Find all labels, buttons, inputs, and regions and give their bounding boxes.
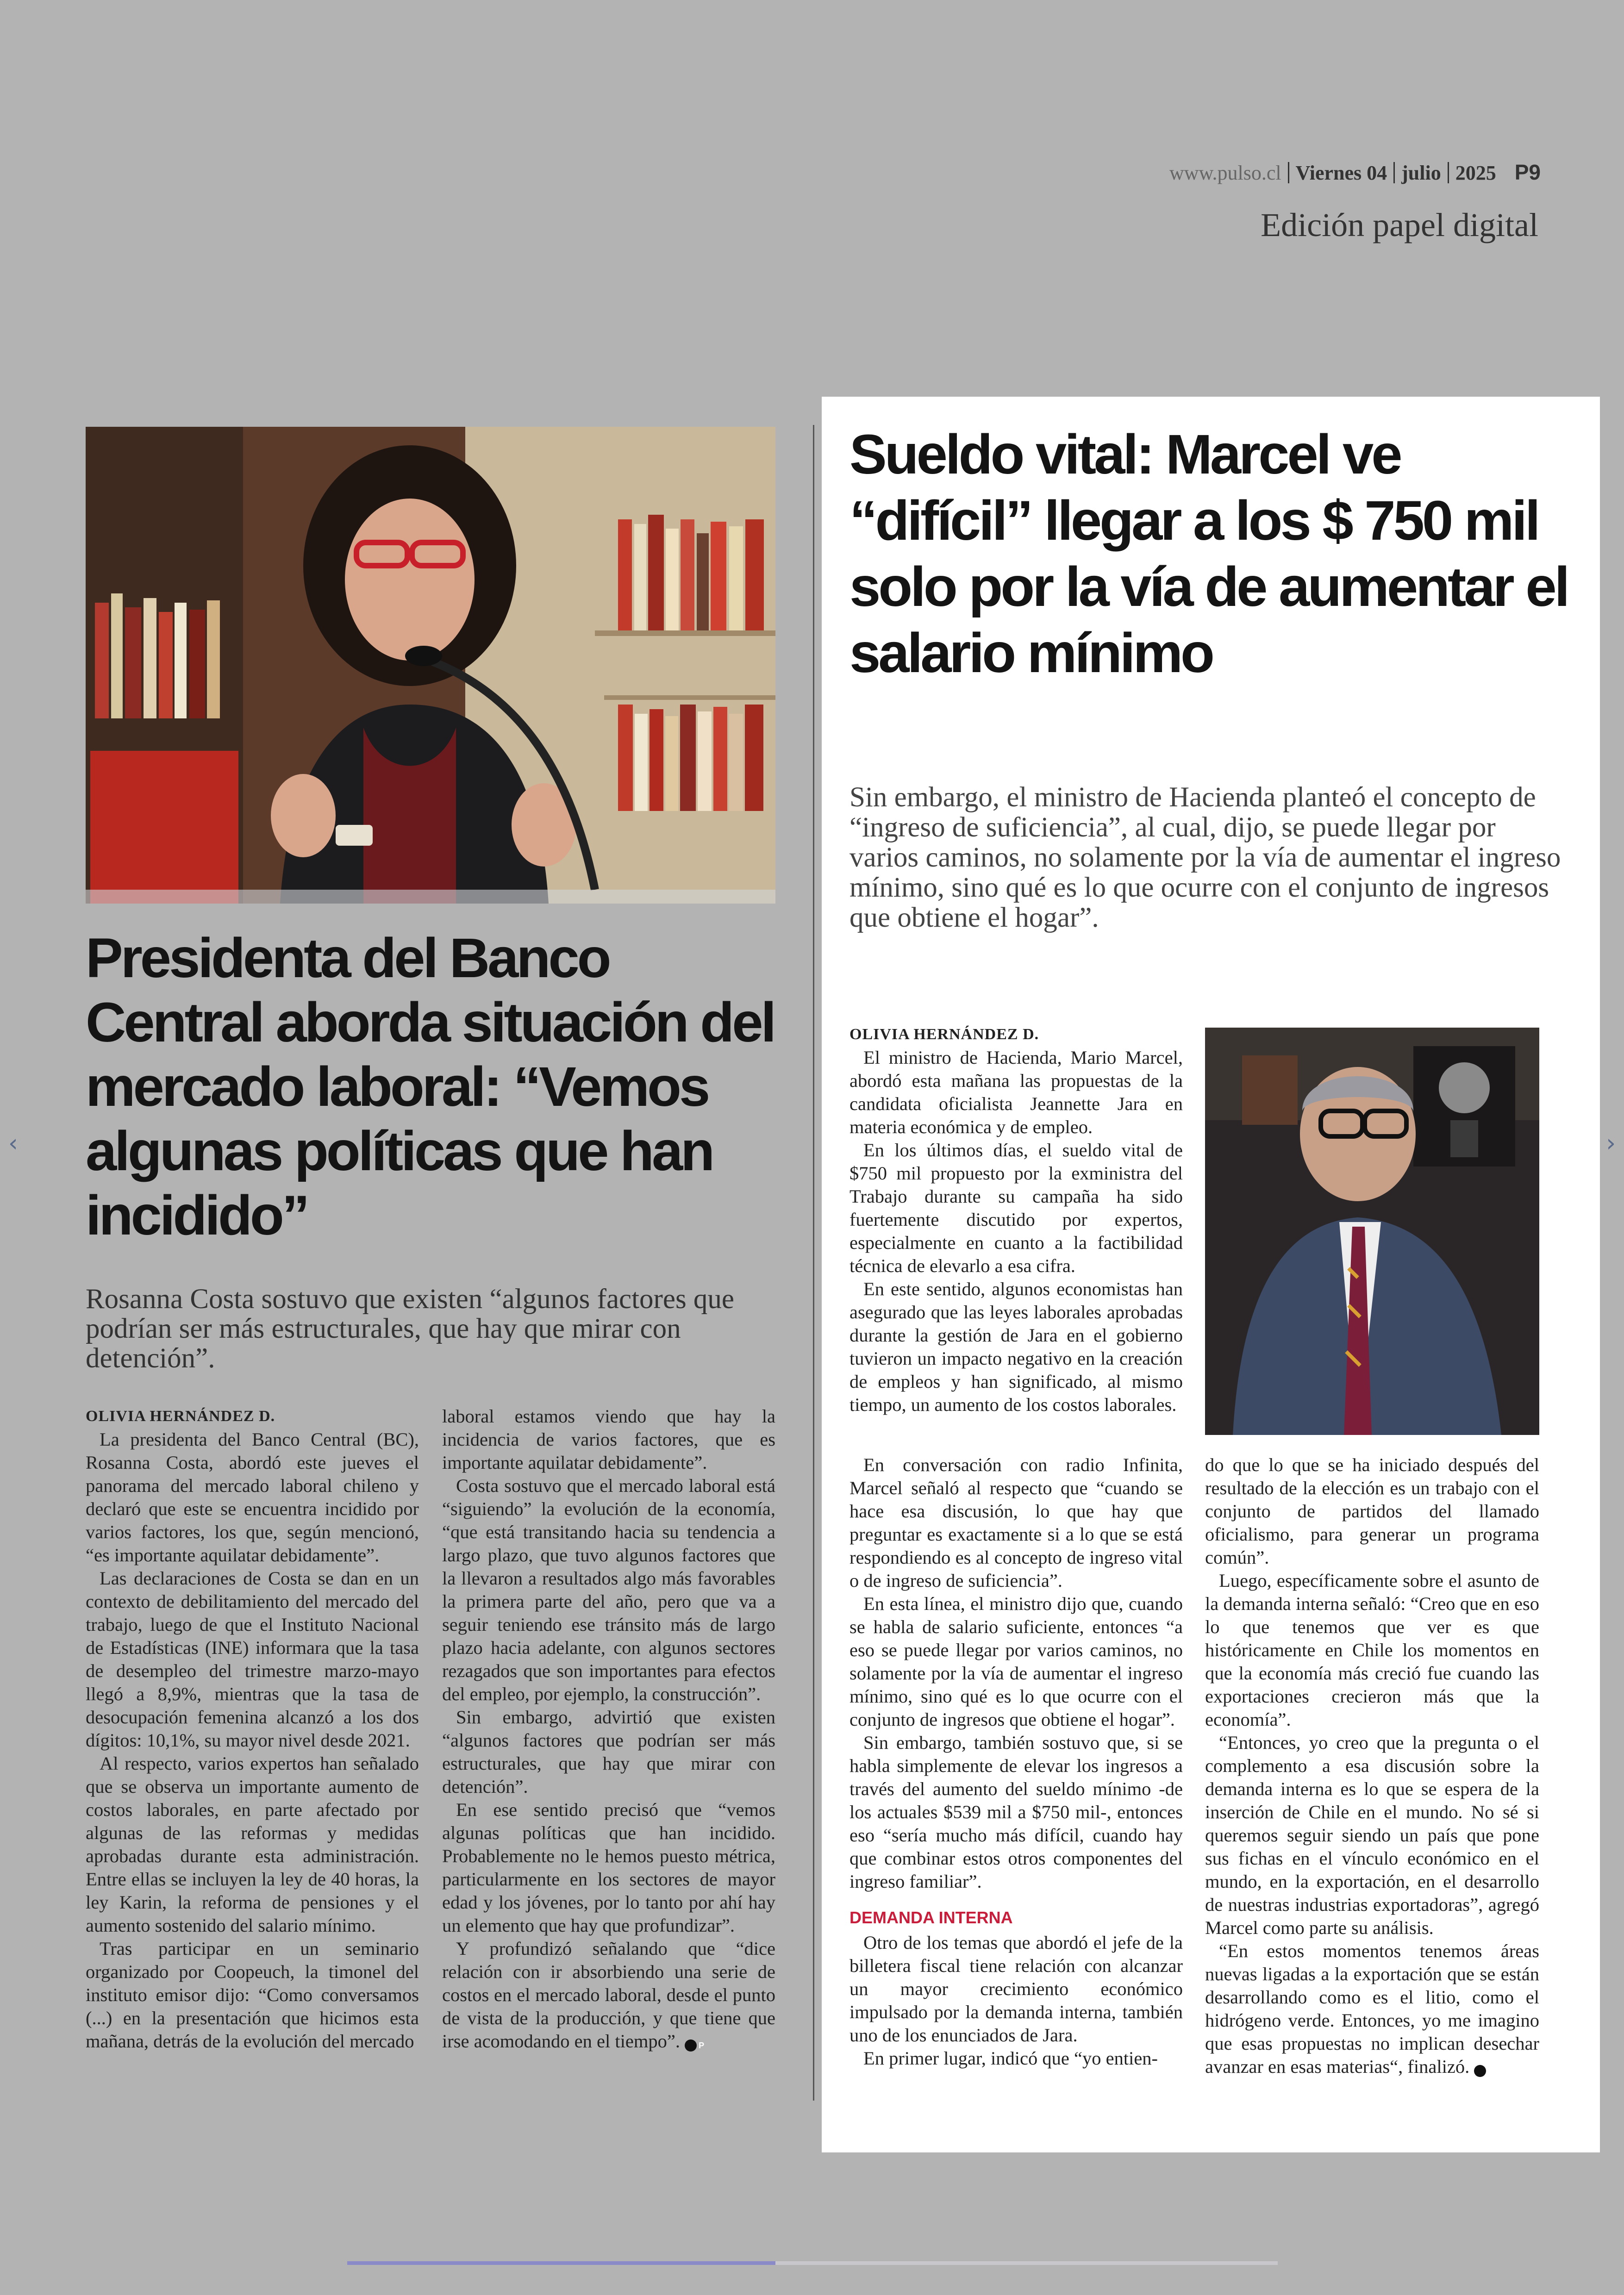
paragraph: Otro de los temas que abordó el jefe de la billetera fiscal tiene relación con alcanzar un mayor crecimiento económico impulsado por la demanda interna, también uno de los enunciados de Jara. [849, 1932, 1183, 2046]
paragraph [442, 1937, 775, 2053]
paragraph: Al respecto, varios expertos han señalado que se observa un importante aumento de costos laborales, en parte afectado por algunas de las reformas y medidas aprobadas durante esta administración. Entre ellas se incluyen la ley de 40 horas, la ley Karin, la reforma de pensiones y el aumento sostenido del salario mínimo. [86, 1753, 419, 1936]
mario-marcel-photo [1205, 1028, 1539, 1435]
paragraph: En conversación con radio Infinita, Marcel señaló al respecto que “cuando se hace esa discusión, lo que hay que preguntar es exactamente si a lo que se está respondiendo es al concepto de ingreso vital o de ingreso de suficiencia”. [849, 1454, 1183, 1591]
paragraph: laboral estamos viendo que hay la incidencia de varios factores, que es importante aquilatar debidamente”. [442, 1406, 775, 1473]
header-month: julio [1401, 162, 1441, 184]
section-heading: DEMANDA INTERNA [849, 1908, 1013, 1927]
paragraph: Sin embargo, también sostuvo que, si se habla simplemente de elevar los ingresos a través del aumento del sueldo mínimo -de los actuales $539 mil a $750 mil-, entonces eso “sería mucho más difícil, cuando hay que combinar estos otros componentes del ingreso familiar”. [849, 1732, 1183, 1892]
next-page-arrow-icon[interactable]: › [1606, 1129, 1616, 1157]
site-url: www.pulso.cl [1169, 162, 1281, 184]
paragraph: En los últimos días, el sueldo vital de $750 mil propuesto por la exministra del Trabajo durante su campaña ha sido fuertemente discutido por expertos, especialmente en cuanto a la factibilidad técnica de elevarlo a esa cifra. [849, 1140, 1183, 1276]
header-year: 2025 [1455, 162, 1496, 184]
edition-label: Edición papel digital [1261, 206, 1538, 243]
left-article-subtitle: Rosanna Costa sostuvo que existen “algunos factores que podrían ser más estructurales, que hay que mirar con detención”. [86, 1284, 735, 1374]
reading-progress-fill [347, 2261, 775, 2265]
right-article-column-1-top [849, 1023, 1183, 1416]
paragraph: En ese sentido precisó que “vemos algunas políticas que han incidido. Probablemente no le hemos puesto métrica, particularmente en los sectores de mayor edad y los jóvenes, por lo tanto por ahí hay un elemento que hay que profundizar”. [442, 1799, 775, 1936]
left-article-column-2 [442, 1405, 775, 2053]
right-article-subtitle: Sin embargo, el ministro de Hacienda planteó el concepto de “ingreso de suficiencia”, al cual, dijo, se puede llegar por varios caminos, no solamente por la vía de aumentar el ingreso mínimo, sino qué es lo que ocurre con el conjunto de ingresos que obtiene el hogar”. [849, 782, 1561, 933]
paragraph: La presidenta del Banco Central (BC), Rosanna Costa, abordó este jueves el panorama del mercado laboral chileno y declaró que este se encuentra incidido por varios factores, los que, según mencionó, “es importante aquilatar debidamente”. [86, 1429, 419, 1565]
left-article-column-1 [86, 1405, 419, 2053]
paragraph: Costa sostuvo que el mercado laboral está “siguiendo” la evolución de la economía, “que está transitando hacia su tendencia a largo plazo, que tuvo algunos factores que la llevaron a resultados algo más favorables la primera parte del año, pero que va a seguir teniendo ese tránsito más de largo plazo hacia adelante, con algunos sectores rezagados que son importantes para efectos del empleo, por ejemplo, la construcción”. [442, 1475, 775, 1704]
paragraph: Tras participar en un seminario organizado por Coopeuch, la timonel del instituto emisor dijo: “Como conversamos (...) en la presentación que hicimos esta mañana, detrás de la evolución del mercado [86, 1938, 419, 2052]
page-number: P9 [1514, 160, 1541, 184]
paragraph: El ministro de Hacienda, Mario Marcel, abordó esta mañana las propuestas de la candidata oficialista Jeannette Jara en materia económica y de empleo. [849, 1047, 1183, 1137]
paragraph-text: Y profundizó señalando que “dice relación con ir absorbiendo una serie de costos en el mercado laboral, desde el punto de vista de la producción, y que tiene que irse acomodando en el tiempo”. [442, 1938, 775, 2052]
column-divider [813, 425, 814, 2101]
paragraph: “Entonces, yo creo que la pregunta o el complemento a esa discusión sobre la demanda interna es lo que se espera de la inserción de Chile en el mundo. No sé si queremos seguir siendo un país que pone sus fichas en el vínculo económico en el mundo, en la exportación, en el desarrollo de nuestras industrias exportadoras”, agregó Marcel como parte su análisis. [1205, 1732, 1539, 1938]
prev-page-arrow-icon[interactable]: ‹ [8, 1129, 18, 1157]
paragraph: Luego, específicamente sobre el asunto de la demanda interna señaló: “Creo que en eso lo que tenemos que ver es que históricamente en Chile los momentos en que la economía más creció fue cuando las exportaciones crecieron más que la economía”. [1205, 1570, 1539, 1730]
paragraph: do que lo que se ha iniciado después del resultado de la elección es un trabajo con el conjunto de partidos del llamado oficialismo, para generar un programa común”. [1205, 1454, 1539, 1568]
header-separator [1393, 162, 1395, 183]
right-article-column-1-bottom [849, 1453, 1183, 2070]
header-separator [1288, 162, 1289, 183]
paragraph: En este sentido, algunos economistas han asegurado que las leyes laborales aprobadas durante la gestión de Jara en el gobierno tuvieron un impacto negativo en la creación de empleos y han significado, al mismo tiempo, un aumento de los costos laborales. [849, 1278, 1183, 1415]
paragraph: En esta línea, el ministro dijo que, cuando se habla de salario suficiente, entonces “a eso se puede llegar por varios caminos, no solamente por la vía de aumentar el ingreso mínimo, sino qué es lo que ocurre con el conjunto de ingresos que obtiene el hogar”. [849, 1593, 1183, 1730]
paragraph: En primer lugar, indicó que “yo entien- [863, 2048, 1158, 2069]
reading-progress-bar[interactable] [347, 2261, 1278, 2265]
left-article-headline: Presidenta del Banco Central aborda situación del mercado laboral: “Vemos algunas políticas que han incidido” [86, 926, 775, 1247]
header-day: Viernes 04 [1295, 162, 1387, 184]
right-article-column-2 [1205, 1453, 1539, 2078]
byline: OLIVIA HERNÁNDEZ D. [849, 1026, 1039, 1043]
right-article-headline: Sueldo vital: Marcel ve “difícil” llegar a los $ 750 mil solo por la vía de aumentar el salario mínimo [849, 423, 1568, 684]
paragraph [1205, 1940, 1539, 2078]
end-mark-icon: P [685, 2039, 697, 2052]
paragraph: Sin embargo, advirtió que existen “algunos factores que podrían ser más estructurales, que hay que mirar con detención”. [442, 1707, 775, 1797]
paragraph-text: “En estos momentos tenemos áreas nuevas ligadas a la exportación que se están desarrollando como es el litio, como el hidrógeno verde. Entonces, yo me imagino que esas propuestas no implican desechar avanzar en esas materias“, finalizó. [1205, 1940, 1539, 2077]
paragraph: Las declaraciones de Costa se dan en un contexto de debilitamiento del mercado del trabajo, luego de que el Instituto Nacional de Estadísticas (INE) informara que la tasa de desempleo del trimestre marzo-mayo llegó a 8,9%, mientras que la tasa de desocupación femenina alcanzó a los dos dígitos: 10,1%, su mayor nivel desde 2021. [86, 1568, 419, 1751]
page-header [1169, 160, 1541, 185]
rosanna-costa-photo [86, 427, 775, 904]
header-separator [1448, 162, 1449, 183]
byline: OLIVIA HERNÁNDEZ D. [86, 1408, 275, 1425]
end-mark-icon: P [1474, 2065, 1486, 2077]
